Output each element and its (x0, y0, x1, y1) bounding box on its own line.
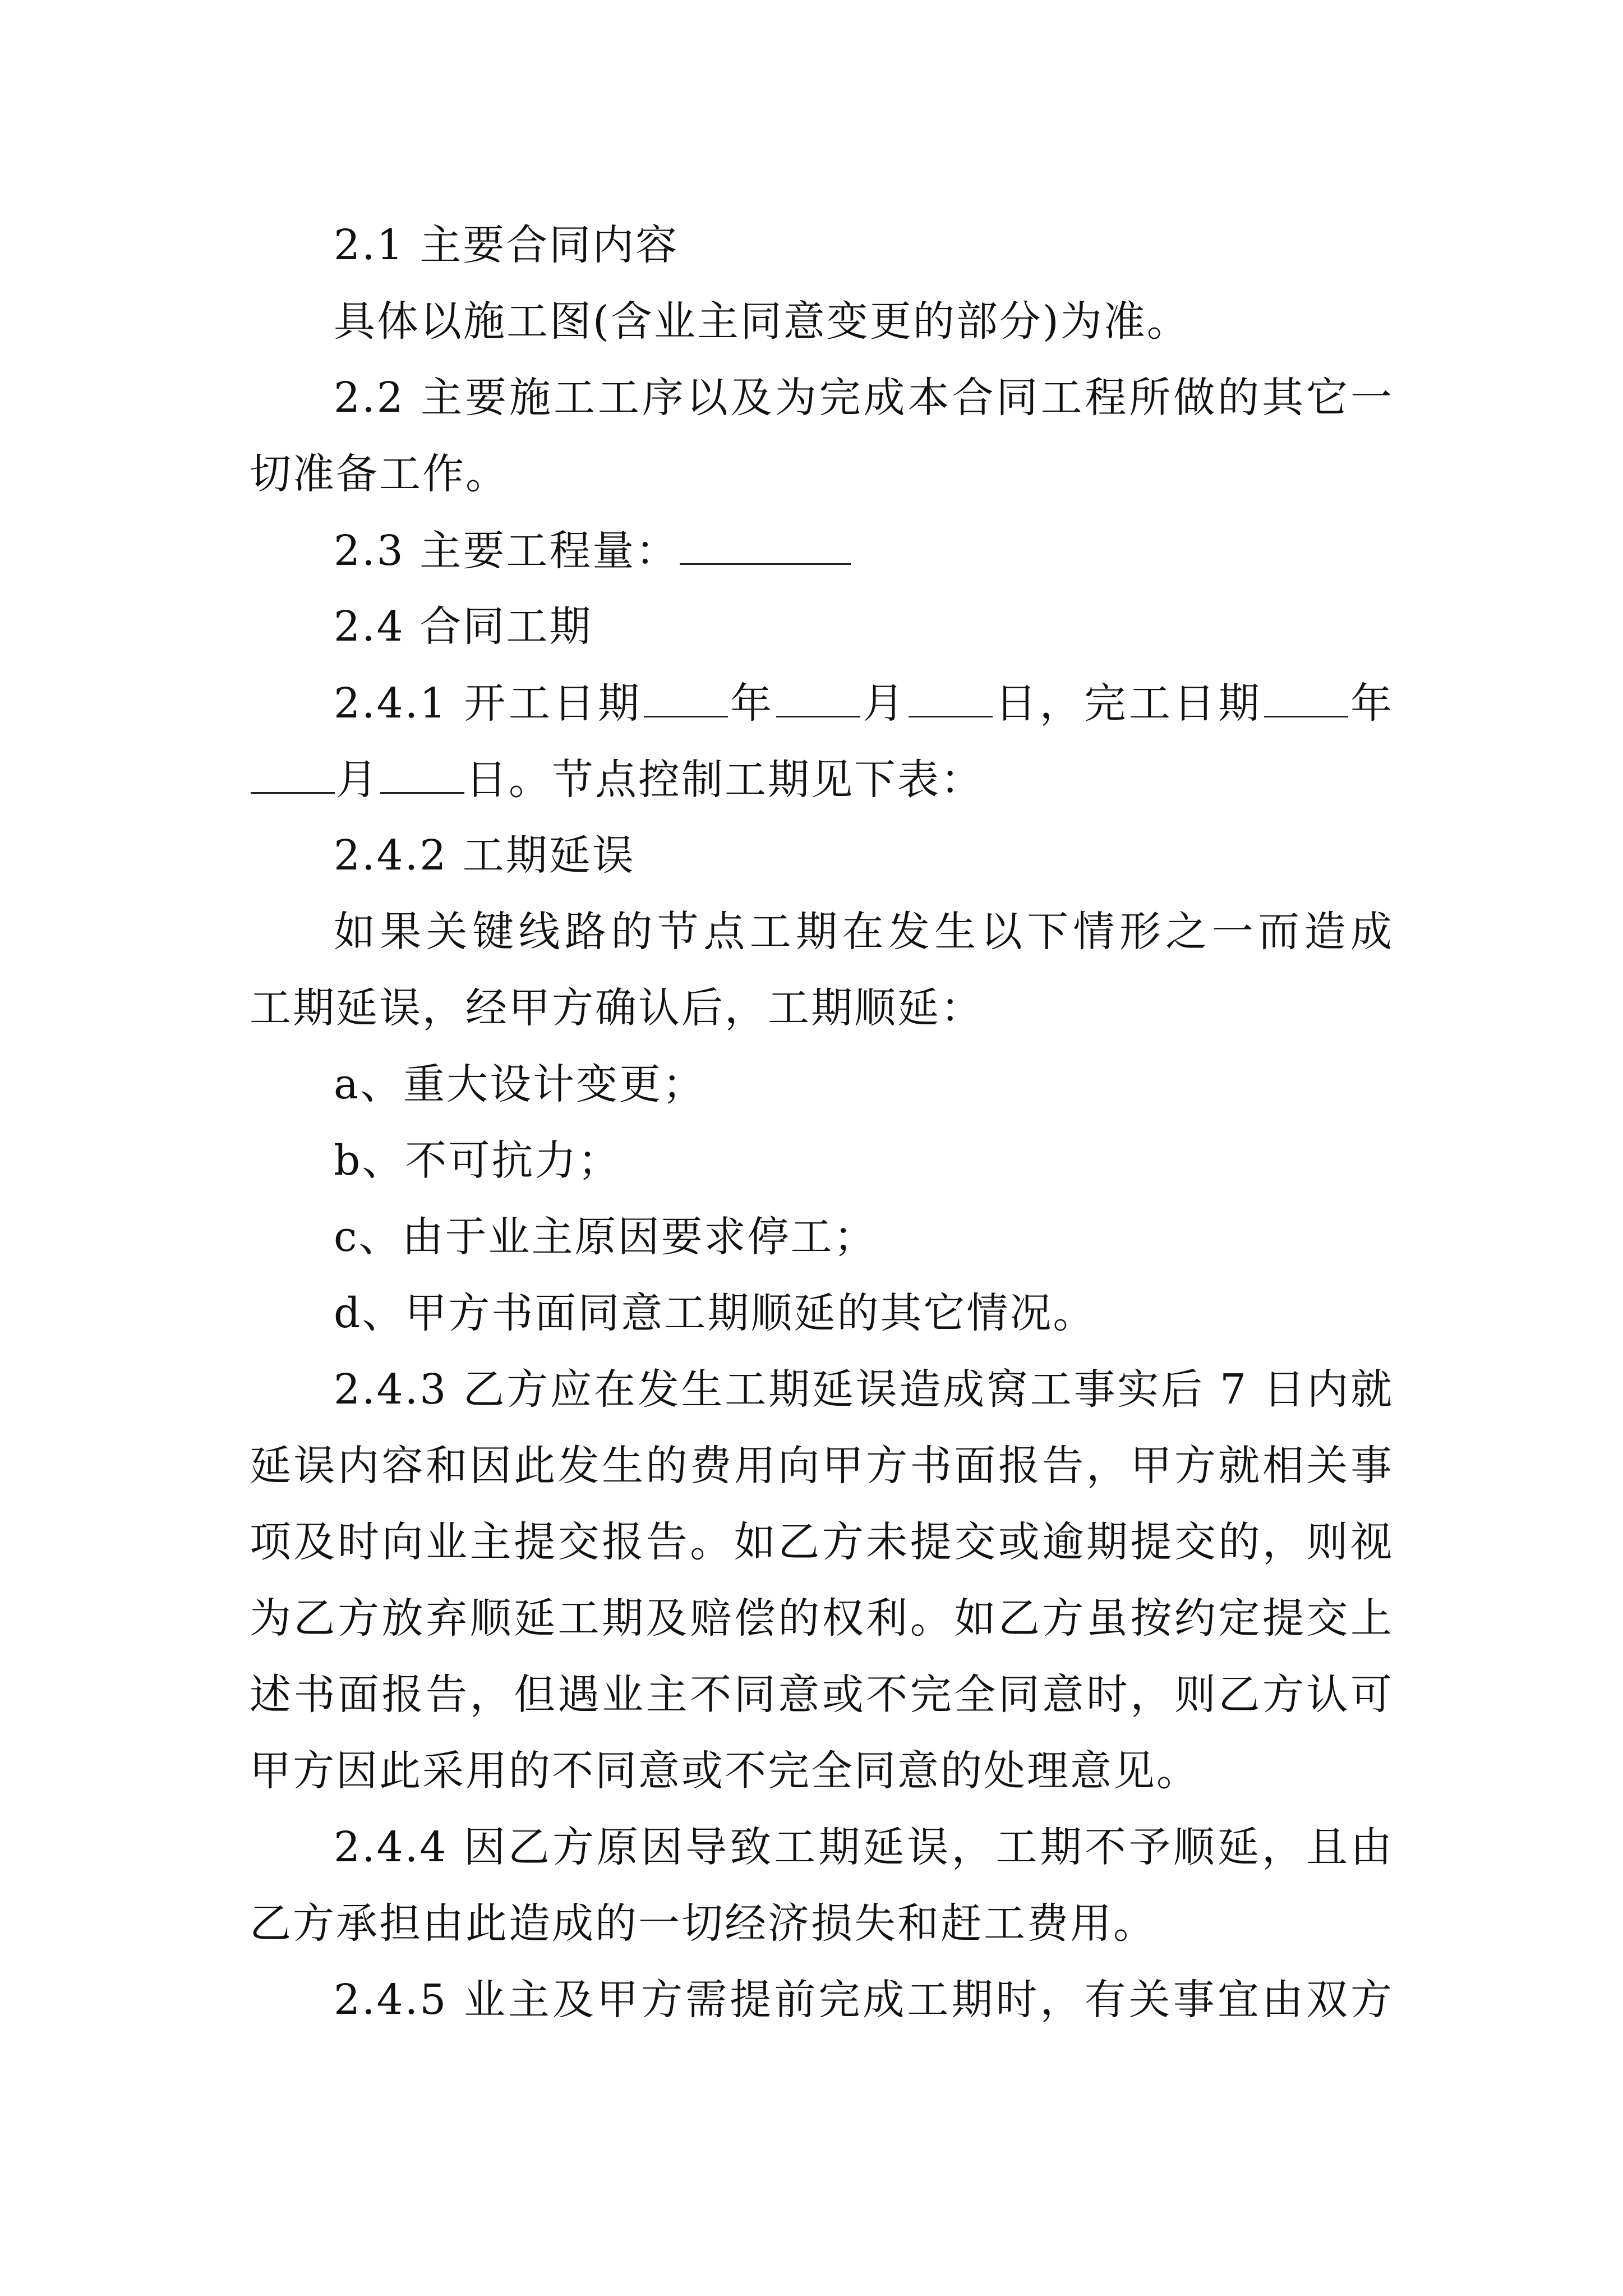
list-item: a、重大设计变更； (334, 1060, 706, 1108)
paragraph-line: 甲方因此采用的不同意或不完全同意的处理意见。 (250, 1747, 1200, 1795)
heading-2-4: 2.4 合同工期 (334, 602, 593, 651)
paragraph-line: 切准备工作。 (250, 450, 509, 498)
paragraph-line: 2.2 主要施工工序以及为完成本合同工程所做的其它一 (334, 374, 1394, 422)
paragraph-line: 如果关键线路的节点工期在发生以下情形之一而造成 (334, 908, 1394, 956)
paragraph-line: 2.4.3 乙方应在发生工期延误造成窝工事实后 7 日内就 (334, 1365, 1394, 1414)
list-item: c、由于业主原因要求停工； (334, 1213, 877, 1261)
quantity-line: 2.3 主要工程量： (334, 530, 1394, 572)
paragraph-line: 述书面报告，但遇业主不同意或不完全同意时，则乙方认可 (250, 1671, 1394, 1719)
blank-field (776, 682, 860, 717)
blank-field (251, 758, 335, 794)
heading-2-1: 2.1 主要合同内容 (334, 221, 679, 269)
blank-field (380, 758, 464, 794)
paragraph-line: 具体以施工图(含业主同意变更的部分)为准。 (334, 297, 1190, 346)
list-item: b、不可抗力； (334, 1137, 621, 1185)
paragraph-line: 乙方承担由此造成的一切经济损失和赶工费用。 (250, 1899, 1156, 1948)
heading-2-4-2: 2.4.2 工期延误 (334, 831, 635, 880)
start-date-line: 2.4.1 开工日期 年 月 日，完工日期 年 (334, 679, 1394, 728)
paragraph-line: 2.4.4 因乙方原因导致工期延误，工期不予顺延，且由 (334, 1823, 1394, 1871)
blank-field (909, 682, 993, 717)
end-date-line: 月 日。节点控制工期见下表： (250, 758, 1394, 800)
paragraph-line: 延误内容和因此发生的费用向甲方书面报告，甲方就相关事 (250, 1442, 1394, 1490)
list-item: d、甲方书面同意工期顺延的其它情况。 (334, 1289, 1096, 1337)
blank-field (1264, 682, 1348, 717)
paragraph-line: 项及时向业主提交报告。如乙方未提交或逾期提交的，则视 (250, 1518, 1394, 1566)
paragraph-line: 为乙方放弃顺延工期及赔偿的权利。如乙方虽按约定提交上 (250, 1594, 1394, 1642)
blank-field (644, 682, 728, 717)
blank-field (680, 530, 851, 565)
paragraph-line: 工期延误，经甲方确认后，工期顺延： (250, 984, 984, 1032)
paragraph-line: 2.4.5 业主及甲方需提前完成工期时，有关事宜由双方 (334, 1976, 1394, 2024)
